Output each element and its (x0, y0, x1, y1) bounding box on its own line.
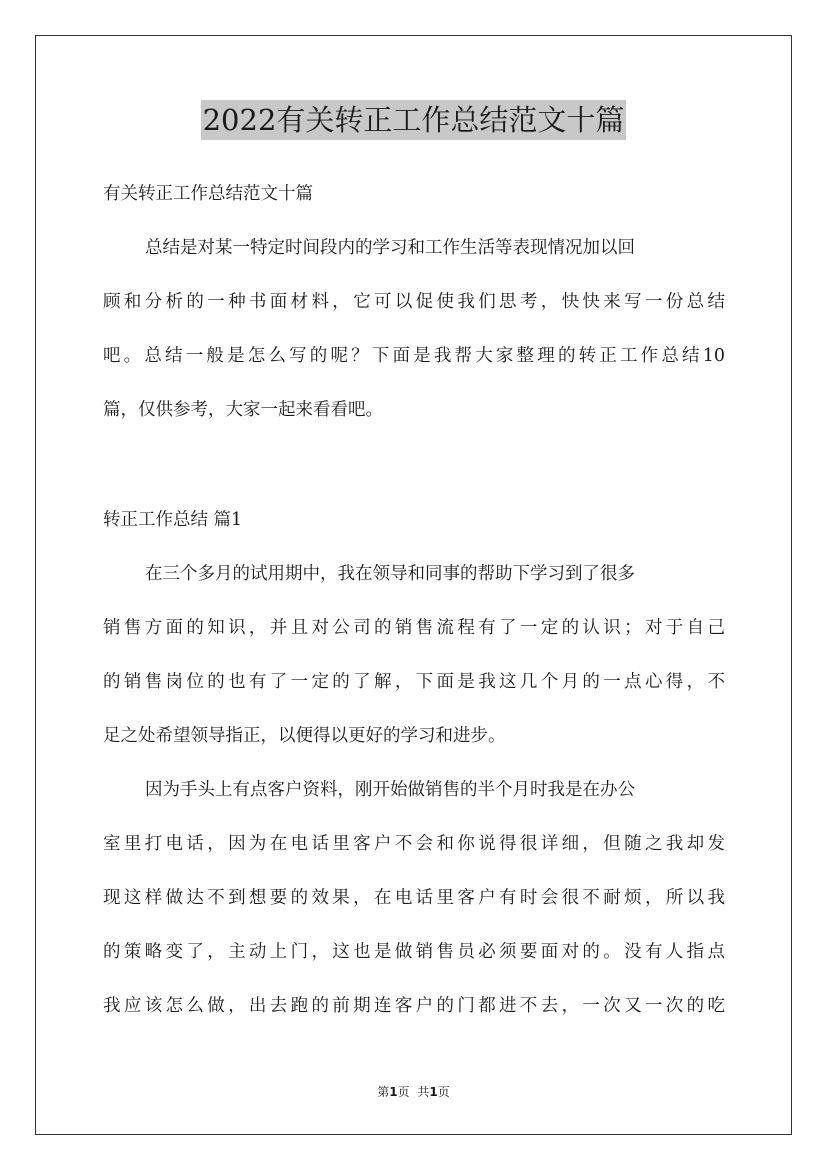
spacer (103, 864, 725, 878)
document-body (103, 174, 725, 1026)
document-subtitle: 有关转正工作总结范文十篇 (103, 184, 313, 204)
spacer (103, 918, 725, 932)
intro-line-2: 顾和分析的一种书面材料，它可以促使我们思考，快快来写一份总结 (103, 292, 725, 312)
spacer (103, 430, 725, 486)
document-title: 2022有关转正工作总结范文十篇 (201, 100, 627, 140)
spacer (103, 268, 725, 282)
spacer (103, 214, 725, 228)
spacer (103, 756, 725, 770)
spacer (103, 486, 725, 500)
intro-line-4: 篇，仅供参考，大家一起来看看吧。 (103, 400, 383, 420)
section-heading: 转正工作总结 篇1 (103, 510, 243, 530)
para1-line-4: 足之处希望领导指正，以便得以更好的学习和进步。 (103, 726, 506, 746)
spacer (103, 376, 725, 390)
spacer (103, 810, 725, 824)
title-container (0, 100, 827, 140)
spacer (103, 648, 725, 662)
para2-line-1: 因为手头上有点客户资料，刚开始做销售的半个月时我是在办公 (145, 780, 635, 800)
footer-total-prefix: 共 (417, 1085, 430, 1099)
footer-total-suffix: 页 (437, 1085, 450, 1099)
para1-line-3: 的销售岗位的也有了一定的了解，下面是我这几个月的一点心得，不 (103, 672, 725, 692)
footer-total-number: 1 (429, 1085, 438, 1099)
para1-line-1: 在三个多月的试用期中，我在领导和同事的帮助下学习到了很多 (145, 564, 635, 584)
para2-line-5: 我应该怎么做，出去跑的前期连客户的门都进不去，一次又一次的吃 (103, 996, 725, 1016)
footer-page-number: 1 (389, 1085, 398, 1099)
spacer (103, 540, 725, 554)
spacer (103, 594, 725, 608)
page-footer (0, 1083, 827, 1101)
spacer (103, 322, 725, 336)
spacer (103, 702, 725, 716)
footer-page-suffix: 页 (397, 1085, 410, 1099)
para2-line-4: 的策略变了，主动上门，这也是做销售员必须要面对的。没有人指点 (103, 942, 725, 962)
footer-page-prefix: 第 (377, 1085, 390, 1099)
para1-line-2: 销售方面的知识，并且对公司的销售流程有了一定的认识；对于自己 (103, 618, 725, 638)
intro-line-3: 吧。总结一般是怎么写的呢？下面是我帮大家整理的转正工作总结10 (103, 346, 725, 366)
spacer (103, 972, 725, 986)
intro-line-1: 总结是对某一特定时间段内的学习和工作生活等表现情况加以回 (145, 238, 635, 258)
para2-line-3: 现这样做达不到想要的效果，在电话里客户有时会很不耐烦，所以我 (103, 888, 725, 908)
para2-line-2: 室里打电话，因为在电话里客户不会和你说得很详细，但随之我却发 (103, 834, 725, 854)
